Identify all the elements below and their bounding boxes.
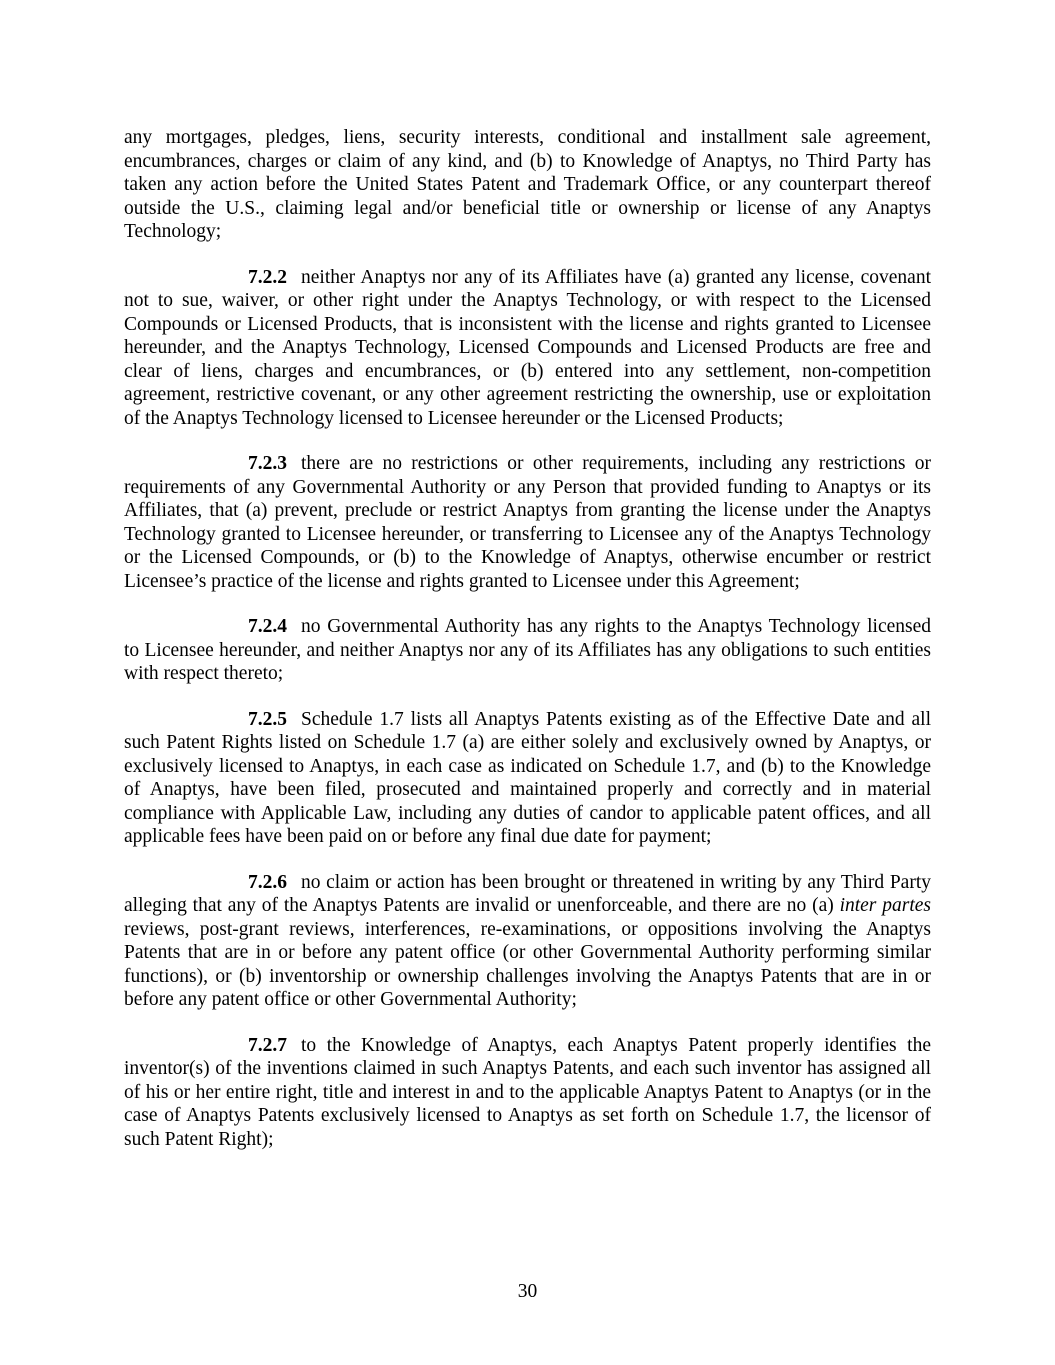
section-number: 7.2.6 (248, 871, 287, 893)
paragraph-continuation (124, 126, 931, 244)
paragraph-text: no Governmental Authority has any rights to the Anaptys Technology licensed to Licensee hereunder, and neither Anaptys nor any of its Affiliates has any obligations to such entities with respect thereto; (124, 616, 931, 684)
section-7-2-6 (124, 871, 931, 1012)
section-7-2-2 (124, 266, 931, 431)
section-7-2-7 (124, 1034, 931, 1152)
paragraph-text: any mortgages, pledges, liens, security interests, conditional and installment sale agreement, encumbrances, charges or claim of any kind, and (b) to Knowledge of Anaptys, no Third Party has taken any action before the United States Patent and Trademark Office, or any counterpart thereof outside the U.S., claiming legal and/or beneficial title or ownership or license of any Anaptys Technology; (124, 127, 931, 242)
section-number: 7.2.5 (248, 708, 287, 730)
section-number: 7.2.3 (248, 453, 287, 474)
page-number: 30 (517, 1281, 538, 1302)
paragraph-text-before-italic: no claim or action has been brought or threatened in writing by any Third Party alleging that any of the Anaptys Patents are invalid or unenforceable, and there are no (a) (124, 871, 931, 916)
paragraph-text: neither Anaptys nor any of its Affiliates have (a) granted any license, covenant not to sue, waiver, or other right under the Anaptys Technology, or with respect to the Licensed Compounds or Licensed Products, that is inconsistent with the license and rights granted to Licensee hereunder, and the Anaptys Technology, Licensed Compounds and Licensed Products are free and clear of liens, charges and encumbrances, or (b) entered into any settlement, non-competition agreement, restrictive covenant, or any other agreement restricting the ownership, use or exploitation of the Anaptys Technology licensed to Licensee hereunder or the Licensed Products; (124, 266, 931, 429)
paragraph-text: there are no restrictions or other requirements, including any restrictions or requirements of any Governmental Authority or any Person that provided funding to Anaptys or its Affiliates, that (a) prevent, preclude or restrict Anaptys from granting the license under the Anaptys Technology granted to Licensee hereunder, or transferring to Licensee any of the Anaptys Technology or the Licensed Compounds, or (b) to the Knowledge of Anaptys, otherwise encumber or restrict Licensee’s practice of the license and rights granted to Licensee under this Agreement; (124, 453, 931, 592)
paragraph-text: to the Knowledge of Anaptys, each Anaptys Patent properly identifies the inventor(s) of the inventions claimed in such Anaptys Patents, and each such inventor has assigned all of his or her entire right, title and interest in and to the applicable Anaptys Patent to Anaptys (or in the case of Anaptys Patents exclusively licensed to Anaptys as set forth on Schedule 1.7, the licensor of such Patent Right); (124, 1034, 931, 1150)
italic-term: inter partes (839, 895, 931, 916)
section-number: 7.2.4 (248, 616, 287, 637)
section-number: 7.2.7 (248, 1034, 287, 1056)
document-page (124, 126, 931, 1173)
section-7-2-4 (124, 615, 931, 686)
section-7-2-3 (124, 452, 931, 593)
paragraph-text-after-italic: reviews, post-grant reviews, interferences, re-examinations, or oppositions involving the Anaptys Patents that are in or before any patent office (or other Governmental Authority performing similar functions), or (b) inventorship or ownership challenges involving the Anaptys Patents that are in or before any patent office or other Governmental Authority; (124, 918, 931, 1010)
paragraph-text: Schedule 1.7 lists all Anaptys Patents existing as of the Effective Date and all such Patent Rights listed on Schedule 1.7 (a) are either solely and exclusively owned by Anaptys, or exclusively licensed to Anaptys, in each case as indicated on Schedule 1.7, and (b) to the Knowledge of Anaptys, have been filed, prosecuted and maintained properly and correctly and in material compliance with Applicable Law, including any duties of candor to applicable patent offices, and all applicable fees have been paid on or before any final due date for payment; (124, 708, 931, 847)
section-number: 7.2.2 (248, 266, 287, 288)
section-7-2-5 (124, 708, 931, 849)
